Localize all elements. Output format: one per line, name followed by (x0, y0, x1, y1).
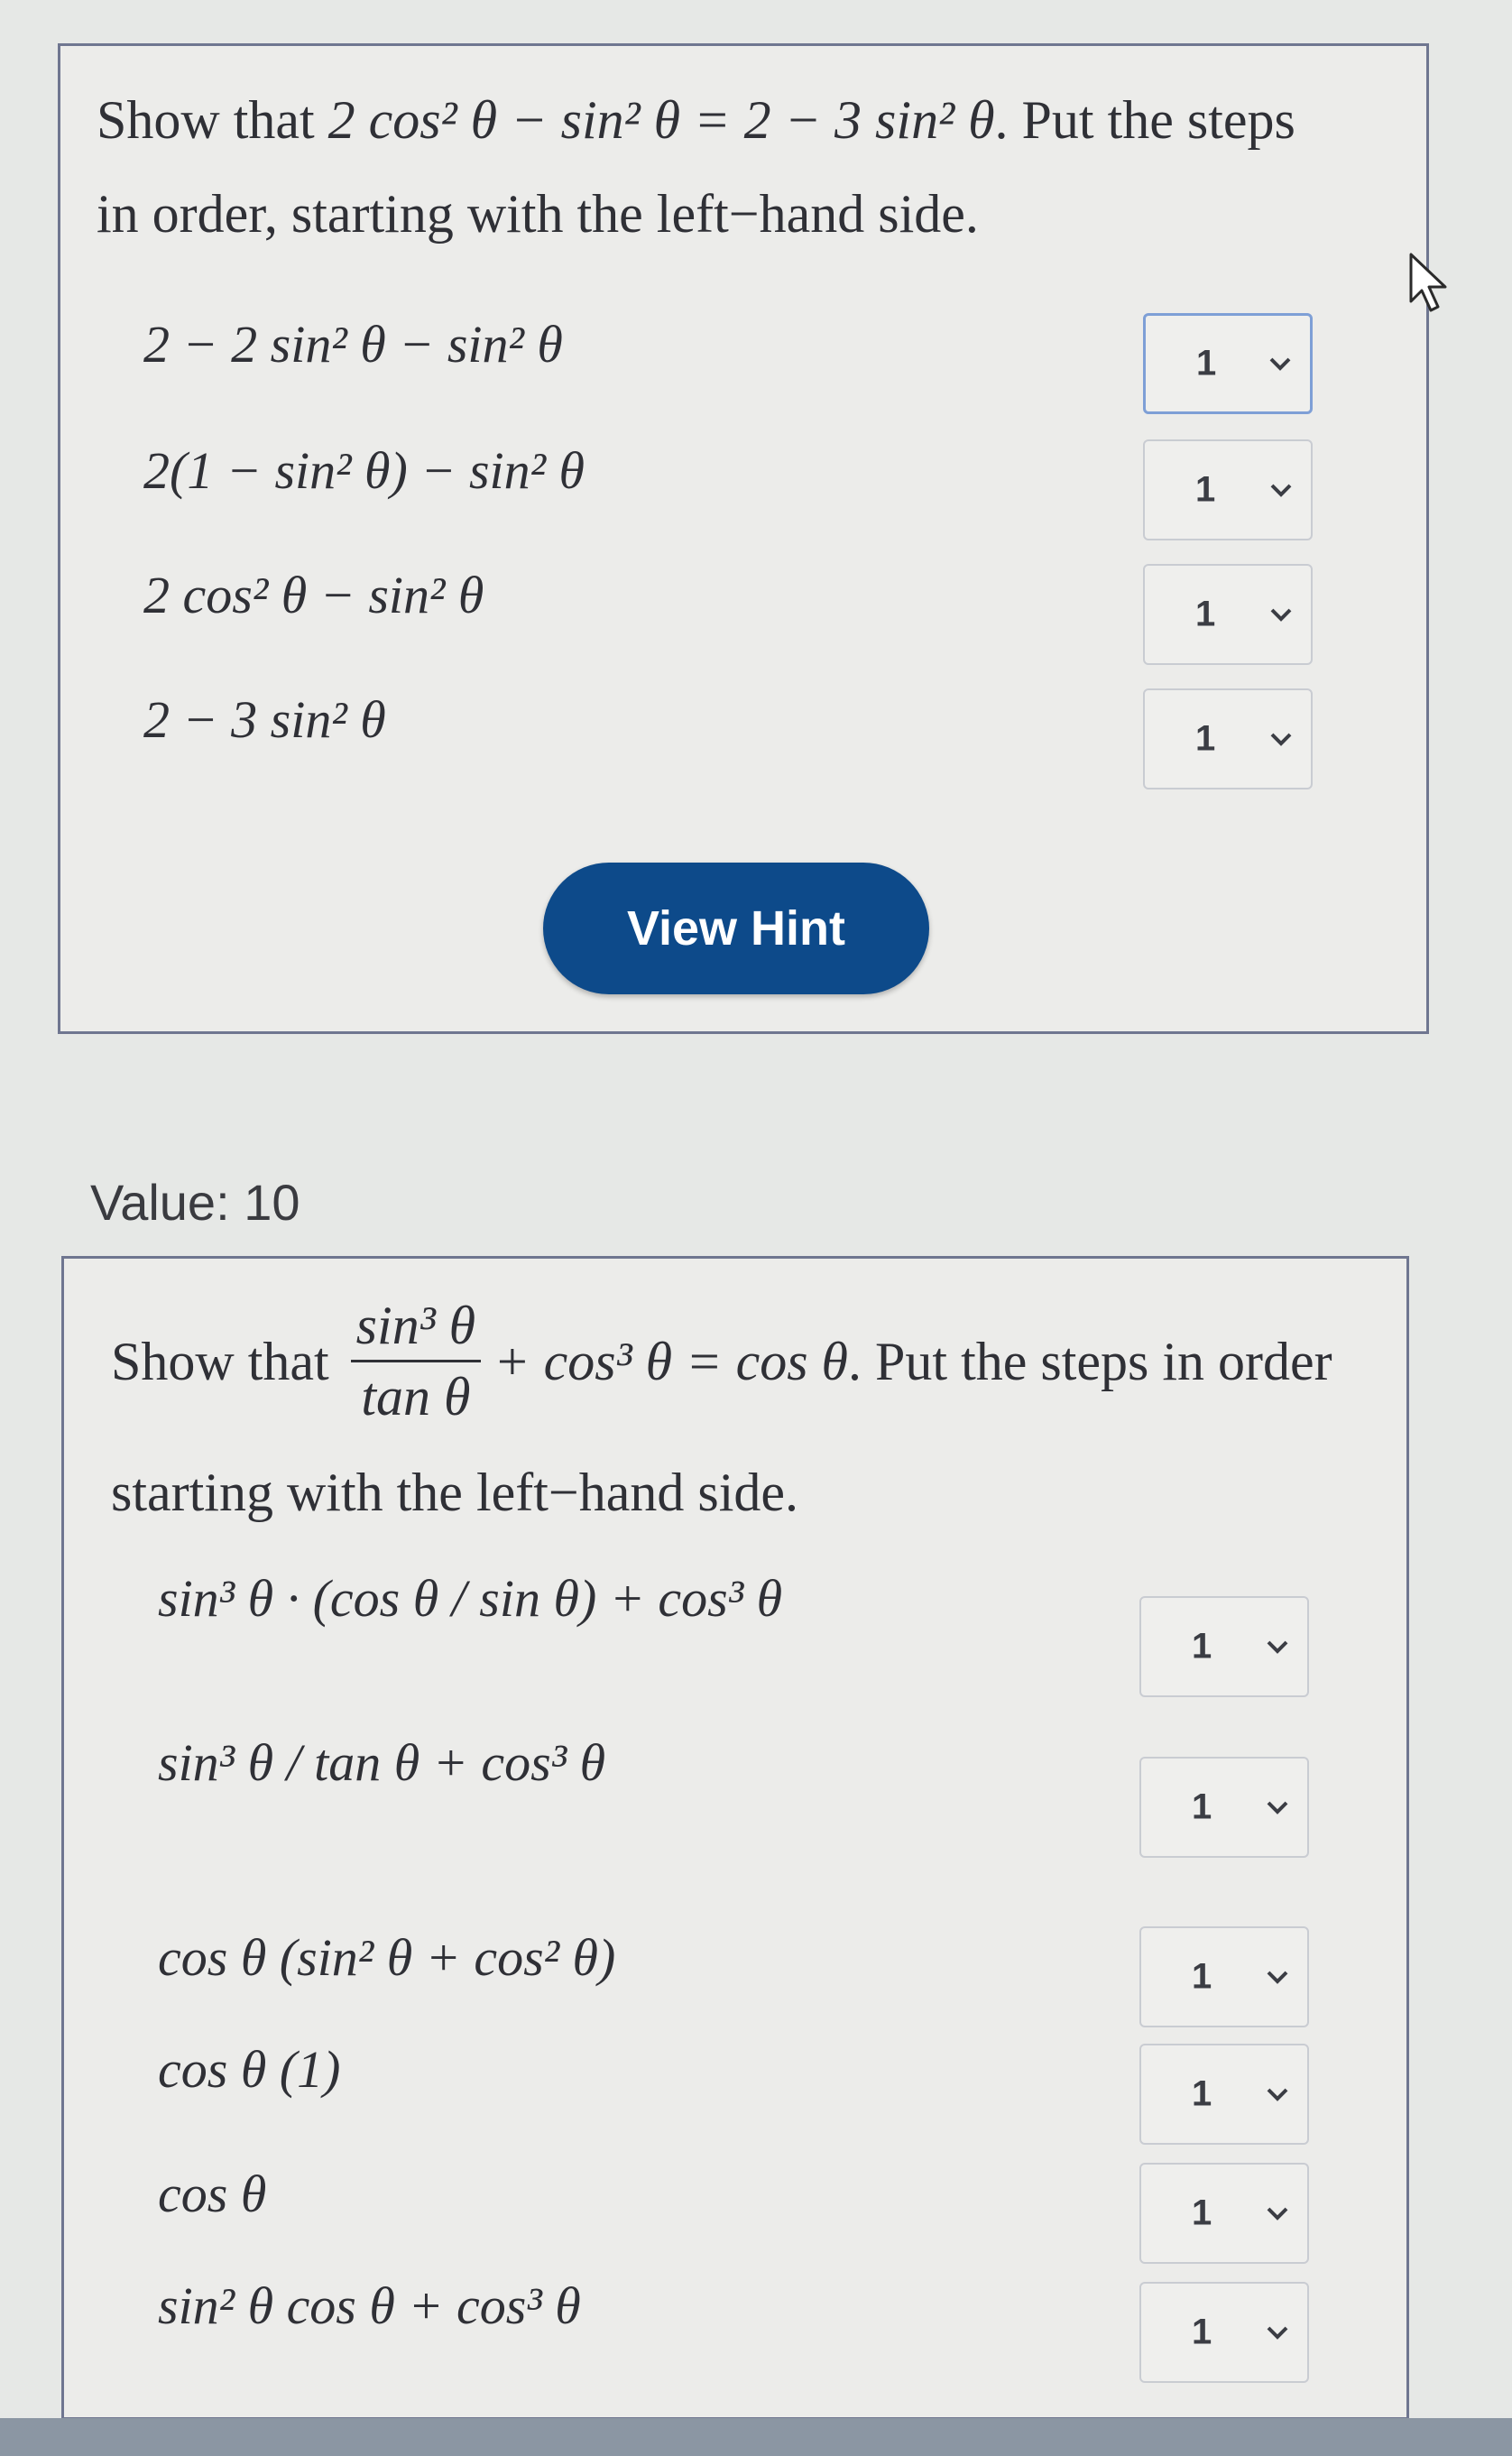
chevron-down-icon (1266, 1969, 1289, 1985)
question-2-fraction: $\frac{\text{sin³ θ}}{\text{tan θ}}$ (351, 1298, 481, 1424)
screen-bottom-edge (0, 2418, 1512, 2456)
q2-step-order-select[interactable]: 1 (1139, 2163, 1309, 2264)
q1-step-order-select[interactable]: 1 (1143, 688, 1313, 789)
q2-step-order-select[interactable]: 1 (1139, 1757, 1309, 1858)
q1-step-expression: 2 − 3 sin² θ (143, 690, 386, 749)
q2-step-expression: cos θ (158, 2165, 267, 2223)
chevron-down-icon (1266, 1639, 1289, 1655)
q1-step-order-select[interactable]: 1 (1143, 313, 1313, 414)
question-1-equation: 2 cos² θ − sin² θ = 2 − 3 sin² θ (327, 90, 995, 150)
q2-step-expression: sin³ θ · (cos θ / sin θ) + cos³ θ (158, 1569, 783, 1628)
q2-step-expression: sin² θ cos θ + cos³ θ (158, 2276, 581, 2335)
chevron-down-icon (1269, 606, 1293, 623)
question-2-panel (61, 1256, 1409, 2420)
chevron-down-icon (1268, 355, 1292, 372)
q2-step-order-select[interactable]: 1 (1139, 2044, 1309, 2145)
mouse-pointer-icon (1407, 253, 1451, 314)
q2-step-order-select[interactable]: 1 (1139, 2282, 1309, 2383)
question-1-prompt: Show that 2 cos² θ − sin² θ = 2 − 3 sin² θ. Put the steps in order, starting with the left−hand side. (97, 90, 1295, 244)
chevron-down-icon (1266, 2205, 1289, 2221)
q2-step-order-select[interactable]: 1 (1139, 1926, 1309, 2027)
question-2-prompt: Show that $\frac{\text{sin³ θ}}{\text{tan θ}}$ + cos³ θ = cos θ . Put the steps in order starting with the left−hand side. (111, 1296, 1332, 1522)
q1-step-order-select[interactable]: 1 (1143, 439, 1313, 540)
chevron-down-icon (1269, 731, 1293, 747)
q1-step-order-select[interactable]: 1 (1143, 564, 1313, 665)
chevron-down-icon (1269, 482, 1293, 498)
q2-step-order-select[interactable]: 1 (1139, 1596, 1309, 1697)
q2-step-expression: cos θ (sin² θ + cos² θ) (158, 1928, 616, 1987)
chevron-down-icon (1266, 2086, 1289, 2102)
q2-step-expression: sin³ θ / tan θ + cos³ θ (158, 1733, 606, 1792)
q1-step-expression: 2 − 2 sin² θ − sin² θ (143, 315, 563, 374)
q1-step-expression: 2 cos² θ − sin² θ (143, 566, 484, 624)
q1-step-expression: 2(1 − sin² θ) − sin² θ (143, 441, 585, 500)
q2-step-expression: cos θ (1) (158, 2040, 341, 2099)
value-label: Value: 10 (90, 1174, 300, 1231)
chevron-down-icon (1266, 2324, 1289, 2341)
chevron-down-icon (1266, 1799, 1289, 1815)
view-hint-button[interactable]: View Hint (543, 863, 929, 994)
